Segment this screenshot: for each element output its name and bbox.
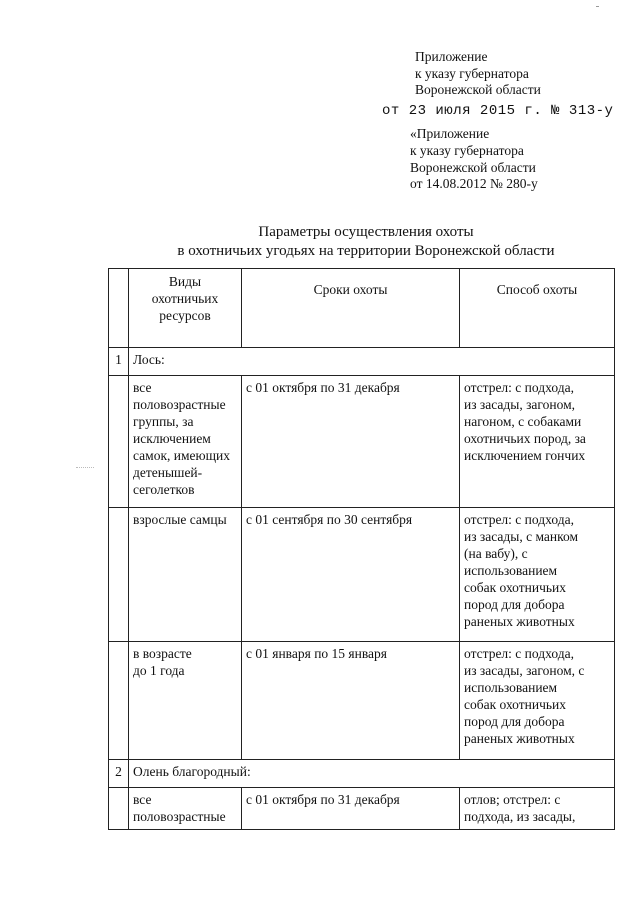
period-cell: с 01 сентября по 30 сентября bbox=[242, 508, 460, 642]
kind-cell: все половозрастные bbox=[129, 788, 242, 830]
order-date-number: от 23 июля 2015 г. № 313-у bbox=[382, 103, 614, 119]
hunting-parameters-table bbox=[108, 268, 615, 830]
scan-mark bbox=[596, 6, 599, 7]
section-number: 2 bbox=[109, 760, 129, 788]
section-name: Лось: bbox=[129, 348, 615, 376]
appendix-line: Приложение bbox=[415, 49, 488, 64]
appendix-line: Воронежской области bbox=[415, 82, 541, 97]
method-cell: отлов; отстрел: с подхода, из засады, bbox=[460, 788, 615, 830]
table-row bbox=[109, 376, 615, 508]
table-row bbox=[109, 642, 615, 760]
header-num-cell bbox=[109, 269, 129, 348]
kind-cell: все половозрастные группы, за исключением самок, имеющих детенышей- сеголетков bbox=[129, 376, 242, 508]
period-cell: с 01 октября по 31 декабря bbox=[242, 788, 460, 830]
section-row bbox=[109, 760, 615, 788]
prev-appendix-line: «Приложение bbox=[410, 126, 490, 141]
period-cell: с 01 октября по 31 декабря bbox=[242, 376, 460, 508]
header-period: Сроки охоты bbox=[242, 269, 460, 348]
kind-cell: взрослые самцы bbox=[129, 508, 242, 642]
table-row bbox=[109, 508, 615, 642]
section-number: 1 bbox=[109, 348, 129, 376]
appendix-header bbox=[415, 49, 541, 99]
document-title bbox=[0, 223, 640, 261]
table-row bbox=[109, 788, 615, 830]
section-row bbox=[109, 348, 615, 376]
period-cell: с 01 января по 15 января bbox=[242, 642, 460, 760]
title-line-2: в охотничьих угодьях на территории Воронежской области bbox=[177, 243, 555, 259]
method-cell: отстрел: с подхода, из засады, загоном, нагоном, с собаками охотничьих пород, за исключением гончих bbox=[460, 376, 615, 508]
title-line-1: Параметры осуществления охоты bbox=[258, 224, 474, 240]
method-cell: отстрел: с подхода, из засады, с манком (на вабу), с использованием собак охотничьих пород для добора раненых животных bbox=[460, 508, 615, 642]
header-method: Способ охоты bbox=[460, 269, 615, 348]
prev-appendix-line: от 14.08.2012 № 280-у bbox=[410, 176, 538, 192]
margin-mark bbox=[76, 467, 94, 468]
prev-appendix-line: Воронежской области bbox=[410, 159, 536, 175]
appendix-line: к указу губернатора bbox=[415, 65, 529, 81]
previous-appendix-header bbox=[410, 126, 538, 193]
prev-appendix-line: к указу губернатора bbox=[410, 142, 524, 158]
method-cell: отстрел: с подхода, из засады, загоном, с использованием собак охотничьих пород для добора раненых животных bbox=[460, 642, 615, 760]
header-kind: Виды охотничьих ресурсов bbox=[129, 269, 242, 348]
section-name: Олень благородный: bbox=[129, 760, 615, 788]
kind-cell: в возрасте до 1 года bbox=[129, 642, 242, 760]
table-header-row bbox=[109, 269, 615, 348]
